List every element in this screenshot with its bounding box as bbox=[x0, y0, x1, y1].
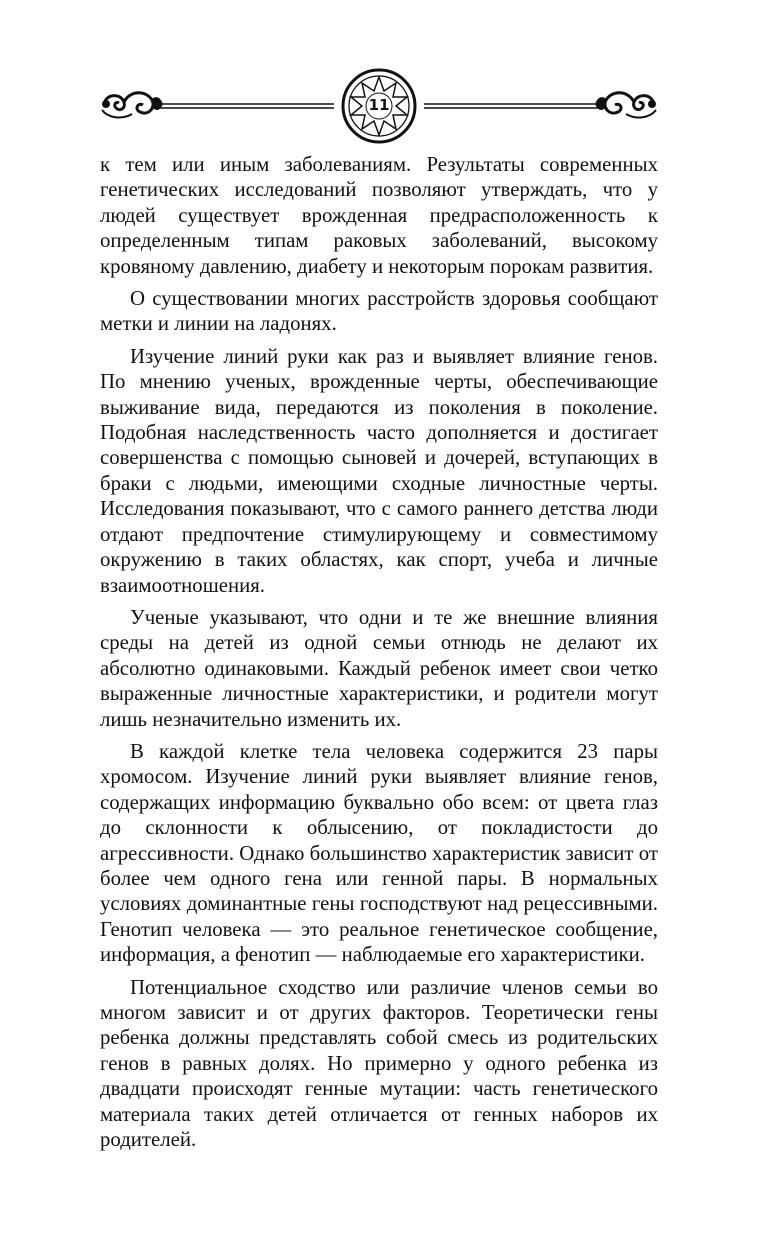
paragraph-2: О существовании многих расстройств здоровья сообщают метки и линии на ладонях. bbox=[100, 287, 658, 336]
body-text bbox=[100, 152, 658, 1159]
paragraph-1: к тем или иным заболеваниям. Результаты современных генетических исследований позволяют утверждать, что у людей существует врожденная предрасположенность к определенным типам раковых заболеваний, высокому кровяному давлению, диабету и некоторым порокам развития. bbox=[100, 153, 658, 278]
page-number: 11 bbox=[368, 96, 390, 114]
paragraph-6: Потенциальное сходство или различие членов семьи во многом зависит и от других факторов. Теоретически гены ребенка должны представлять собой смесь из родительских генов в равных долях. Но примерно у одного ребенка из двадцати происходят генные мутации: часть генетического материала таких детей отличается от генных наборов их родителей. bbox=[100, 975, 658, 1152]
paragraph-5: В каждой клетке тела человека содержится 23 пары хромосом. Изучение линий руки выявляет влияние генов, содержащих информацию буквально обо всем: от цвета глаз до склонности к облысению, от покладистости до агрессивности. Однако большинство характеристик зависит от более чем одного гена или генной пары. В нормальных условиях доминантные гены господствуют над рецессивными. Генотип человека — это реальное генетическое сообщение, информация, а фенотип — наблюдаемые его характеристики. bbox=[100, 739, 658, 967]
paragraph-4: Ученые указывают, что одни и те же внешние влияния среды на детей из одной семьи отнюдь не делают их абсолютно одинаковыми. Каждый ребенок имеет свои четко выраженные личностные характеристики, и родители могут лишь незначительно изменить их. bbox=[100, 605, 658, 731]
page-header bbox=[96, 66, 662, 146]
paragraph-3: Изучение линий руки как раз и выявляет влияние генов. По мнению ученых, врожденные черты, обеспечивающие выживание вида, передаются из поколения в поколение. Подобная наследственность часто дополняется и достигает совершенства с помощью сыновей и дочерей, вступающих в браки с людьми, имеющими сходные личностные черты. Исследования показывают, что с самого раннего детства люди отдают предпочтение стимулирующему и совместимому окружению в таких областях, как спорт, учеба и личные взаимоотношения. bbox=[100, 344, 658, 597]
